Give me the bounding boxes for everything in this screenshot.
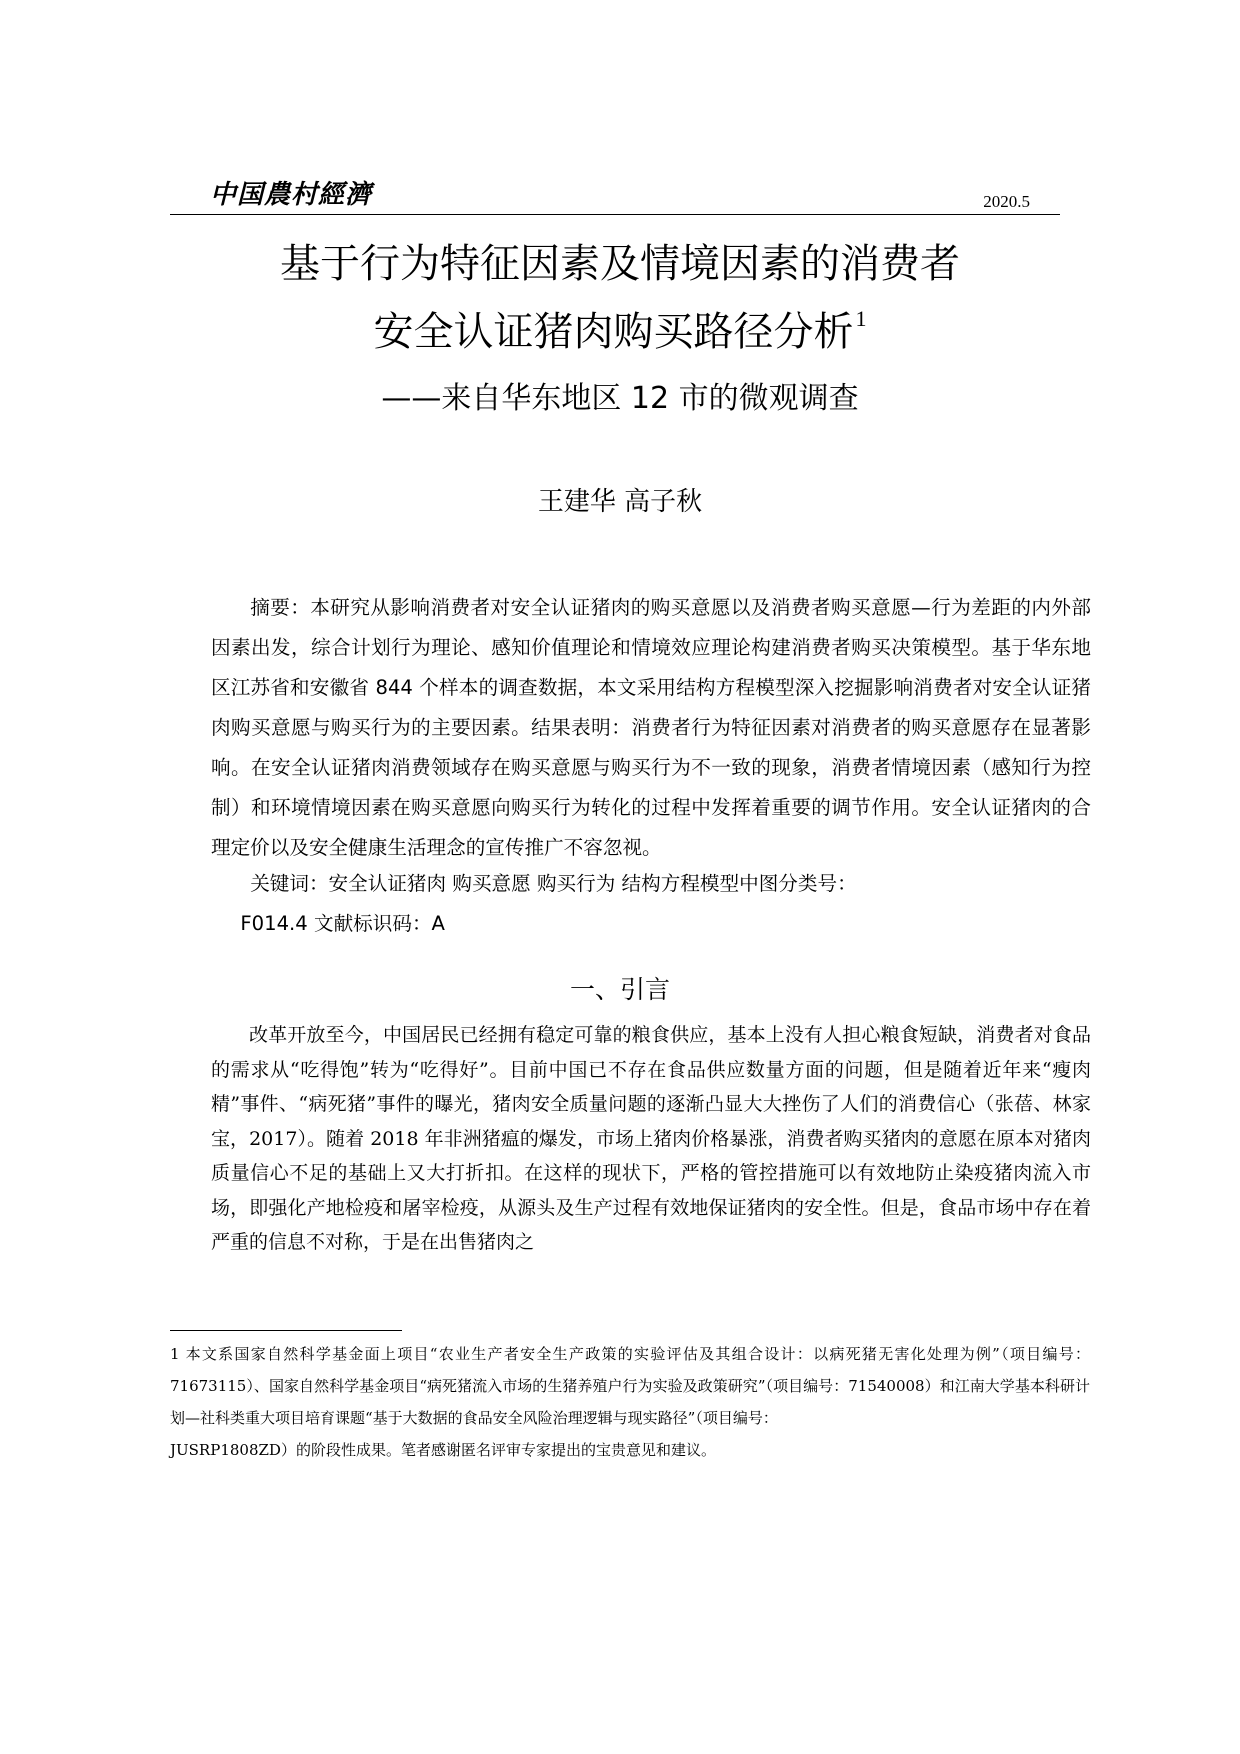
- keywords-line: 关键词：安全认证猪肉 购买意愿 购买行为 结构方程模型中图分类号：: [250, 872, 857, 895]
- page-header: [170, 172, 1060, 215]
- abstract: [211, 588, 1091, 868]
- title-footnote-mark: 1: [855, 306, 867, 331]
- abstract-text: 摘要：本研究从影响消费者对安全认证猪肉的购买意愿以及消费者购买意愿—行为差距的内外部因素出发，综合计划行为理论、感知价值理论和情境效应理论构建消费者购买决策模型。基于华东地区江苏省和安徽省 844 个样本的调查数据，本文采用结构方程模型深入挖掘影响消费者对安全认证猪肉购买意愿与购买行为的主要因素。结果表明：消费者行为特征因素对消费者的购买意愿存在显著影响。在安全认证猪肉消费领域存在购买意愿与购买行为不一致的现象，消费者情境因素（感知行为控制）和环境情境因素在购买意愿向购买行为转化的过程中发挥着重要的调节作用。安全认证猪肉的合理定价以及安全健康生活理念的宣传推广不容忽视。: [211, 596, 1091, 859]
- footnote: [170, 1338, 1090, 1466]
- article-title-line-2-text: 安全认证猪肉购买路径分析: [373, 309, 854, 355]
- authors: 王建华 高子秋: [537, 487, 703, 517]
- article-title-line-1: 基于行为特征因素及情境因素的消费者: [280, 241, 960, 287]
- issue-date: 2020.5: [983, 192, 1030, 211]
- footnote-separator: [170, 1330, 402, 1331]
- keywords-block: [211, 864, 1091, 944]
- intro-paragraph: 改革开放至今，中国居民已经拥有稳定可靠的粮食供应，基本上没有人担心粮食短缺，消费者对食品的需求从“吃得饱”转为“吃得好”。目前中国已不存在食品供应数量方面的问题，但是随着近年来“瘦肉精”事件、“病死猪”事件的曝光，猪肉安全质量问题的逐渐凸显大大挫伤了人们的消费信心（张蓓、林家宝，2017）。随着 2018 年非洲猪瘟的爆发，市场上猪肉价格暴涨，消费者购买猪肉的意愿在原本对猪肉质量信心不足的基础上又大打折扣。在这样的现状下，严格的管控措施可以有效地防止染疫猪肉流入市场，即强化产地检疫和屠宰检疫，从源头及生产过程有效地保证猪肉的安全性。但是，食品市场中存在着严重的信息不对称，于是在出售猪肉之: [211, 1024, 1091, 1253]
- article-subtitle: ——来自华东地区 12 市的微观调查: [381, 381, 859, 416]
- footnote-text: 1 本文系国家自然科学基金面上项目“农业生产者安全生产政策的实验评估及其组合设计：以病死猪无害化处理为例”（项目编号：71673115）、国家自然科学基金项目“病死猪流入市场的生猪养殖户行为实验及政策研究”（项目编号：71540008）和江南大学基本科研计划—社科类重大项目培育课题“基于大数据的食品安全风险治理逻辑与现实路径”（项目编号：: [170, 1345, 1090, 1427]
- section-heading-introduction: 一、引言: [569, 975, 670, 1004]
- article-title-line-2: [120, 306, 1120, 355]
- footnote-text-continued: JUSRP1808ZD）的阶段性成果。笔者感谢匿名评审专家提出的宝贵意见和建议。: [170, 1441, 716, 1459]
- journal-logo: 中国農村經濟: [210, 180, 373, 210]
- classification-line: F014.4 文献标识码：A: [240, 912, 445, 935]
- intro-body: [211, 1018, 1091, 1260]
